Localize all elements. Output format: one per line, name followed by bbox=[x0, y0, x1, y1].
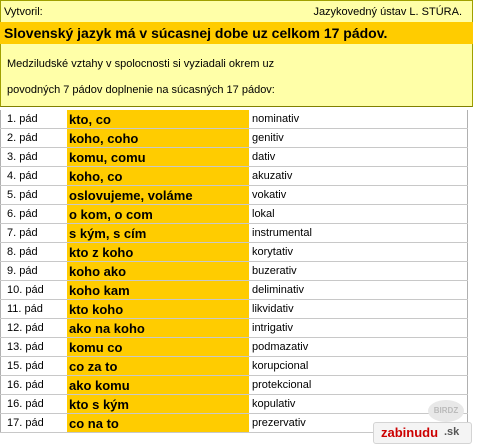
table-row bbox=[1, 186, 468, 205]
case-number bbox=[1, 395, 68, 414]
case-name: prezervativ bbox=[249, 414, 468, 433]
case-name: likvidativ bbox=[249, 300, 468, 319]
table-row bbox=[1, 110, 468, 129]
case-name: korytativ bbox=[249, 243, 468, 262]
case-name: vokativ bbox=[249, 186, 468, 205]
case-number bbox=[1, 414, 68, 433]
case-number bbox=[1, 338, 68, 357]
watermark-brand: zabinudu bbox=[381, 425, 439, 440]
case-number-text: 12. pád bbox=[7, 322, 44, 334]
case-number-text: 9. pád bbox=[7, 265, 38, 277]
case-question: co za to bbox=[67, 357, 249, 376]
case-number bbox=[1, 148, 68, 167]
table-row bbox=[1, 338, 468, 357]
table-row bbox=[1, 300, 468, 319]
table-row bbox=[1, 357, 468, 376]
case-number-text: 13. pád bbox=[7, 341, 44, 353]
case-number bbox=[1, 167, 68, 186]
case-question: kto koho bbox=[67, 300, 249, 319]
author-label: Vytvoril: bbox=[4, 6, 43, 18]
case-number-text: 15. pád bbox=[7, 360, 44, 372]
case-number bbox=[1, 357, 68, 376]
case-question: co na to bbox=[67, 414, 249, 433]
table-row bbox=[1, 395, 468, 414]
case-name: buzerativ bbox=[249, 262, 468, 281]
case-number-text: 17. pád bbox=[7, 417, 44, 429]
table-row bbox=[1, 167, 468, 186]
watermark-badge: BIRDZ bbox=[428, 400, 464, 422]
case-number bbox=[1, 110, 68, 129]
case-number bbox=[1, 300, 68, 319]
case-number-text: 16. pád bbox=[7, 379, 44, 391]
table-row bbox=[1, 205, 468, 224]
table-row bbox=[1, 129, 468, 148]
case-question: ako na koho bbox=[67, 319, 249, 338]
case-question: ako komu bbox=[67, 376, 249, 395]
case-number-text: 8. pád bbox=[7, 246, 38, 258]
table-row bbox=[1, 224, 468, 243]
case-name: genitiv bbox=[249, 129, 468, 148]
table-row bbox=[1, 243, 468, 262]
case-number-text: 3. pád bbox=[7, 151, 38, 163]
case-number bbox=[1, 243, 68, 262]
watermark-tld: .sk bbox=[444, 426, 460, 438]
case-name: korupcional bbox=[249, 357, 468, 376]
case-question: oslovujeme, voláme bbox=[67, 186, 249, 205]
case-name: nominativ bbox=[249, 110, 468, 129]
case-number bbox=[1, 262, 68, 281]
case-name: intrigativ bbox=[249, 319, 468, 338]
case-name: protekcional bbox=[249, 376, 468, 395]
case-number bbox=[1, 281, 68, 300]
case-name: instrumental bbox=[249, 224, 468, 243]
title-text: Slovenský jazyk má v súcasnej dobe uz celkom 17 pádov. bbox=[4, 25, 388, 41]
case-number-text: 7. pád bbox=[7, 227, 38, 239]
table-row bbox=[1, 319, 468, 338]
table-row bbox=[1, 148, 468, 167]
cases-table bbox=[0, 110, 468, 433]
case-number-text: 10. pád bbox=[7, 284, 44, 296]
case-question: komu, comu bbox=[67, 148, 249, 167]
case-number bbox=[1, 224, 68, 243]
case-question: koho ako bbox=[67, 262, 249, 281]
case-question: s kým, s cím bbox=[67, 224, 249, 243]
case-question: koho, coho bbox=[67, 129, 249, 148]
page-title bbox=[0, 22, 473, 44]
case-name: kopulativ bbox=[249, 395, 468, 414]
case-number-text: 4. pád bbox=[7, 170, 38, 182]
case-name: akuzativ bbox=[249, 167, 468, 186]
table-row bbox=[1, 262, 468, 281]
case-question: koho kam bbox=[67, 281, 249, 300]
case-question: kto z koho bbox=[67, 243, 249, 262]
case-number-text: 11. pád bbox=[7, 303, 43, 315]
case-number bbox=[1, 319, 68, 338]
table-row bbox=[1, 281, 468, 300]
case-question: koho, co bbox=[67, 167, 249, 186]
case-number bbox=[1, 376, 68, 395]
intro-line-1: Medziludské vztahy v spolocnosti si vyziadali okrem uz bbox=[7, 58, 275, 70]
header-bar bbox=[0, 0, 473, 23]
case-name: lokal bbox=[249, 205, 468, 224]
case-name: podmazativ bbox=[249, 338, 468, 357]
case-number-text: 16. pád bbox=[7, 398, 44, 410]
institute-label: Jazykovedný ústav L. STÚRA. bbox=[313, 6, 462, 18]
case-name: dativ bbox=[249, 148, 468, 167]
case-question: kto, co bbox=[67, 110, 249, 129]
case-number-text: 6. pád bbox=[7, 208, 38, 220]
case-question: komu co bbox=[67, 338, 249, 357]
intro-line-2: povodných 7 pádov doplnenie na súcasných 17 pádov: bbox=[7, 84, 275, 96]
case-number-text: 1. pád bbox=[7, 113, 38, 125]
case-question: o kom, o com bbox=[67, 205, 249, 224]
case-name: deliminativ bbox=[249, 281, 468, 300]
case-number bbox=[1, 129, 68, 148]
case-number-text: 2. pád bbox=[7, 132, 38, 144]
case-number-text: 5. pád bbox=[7, 189, 38, 201]
watermark-logo bbox=[373, 422, 472, 444]
case-number bbox=[1, 205, 68, 224]
case-question: kto s kým bbox=[67, 395, 249, 414]
table-row bbox=[1, 376, 468, 395]
case-number bbox=[1, 186, 68, 205]
intro-panel bbox=[0, 44, 473, 107]
